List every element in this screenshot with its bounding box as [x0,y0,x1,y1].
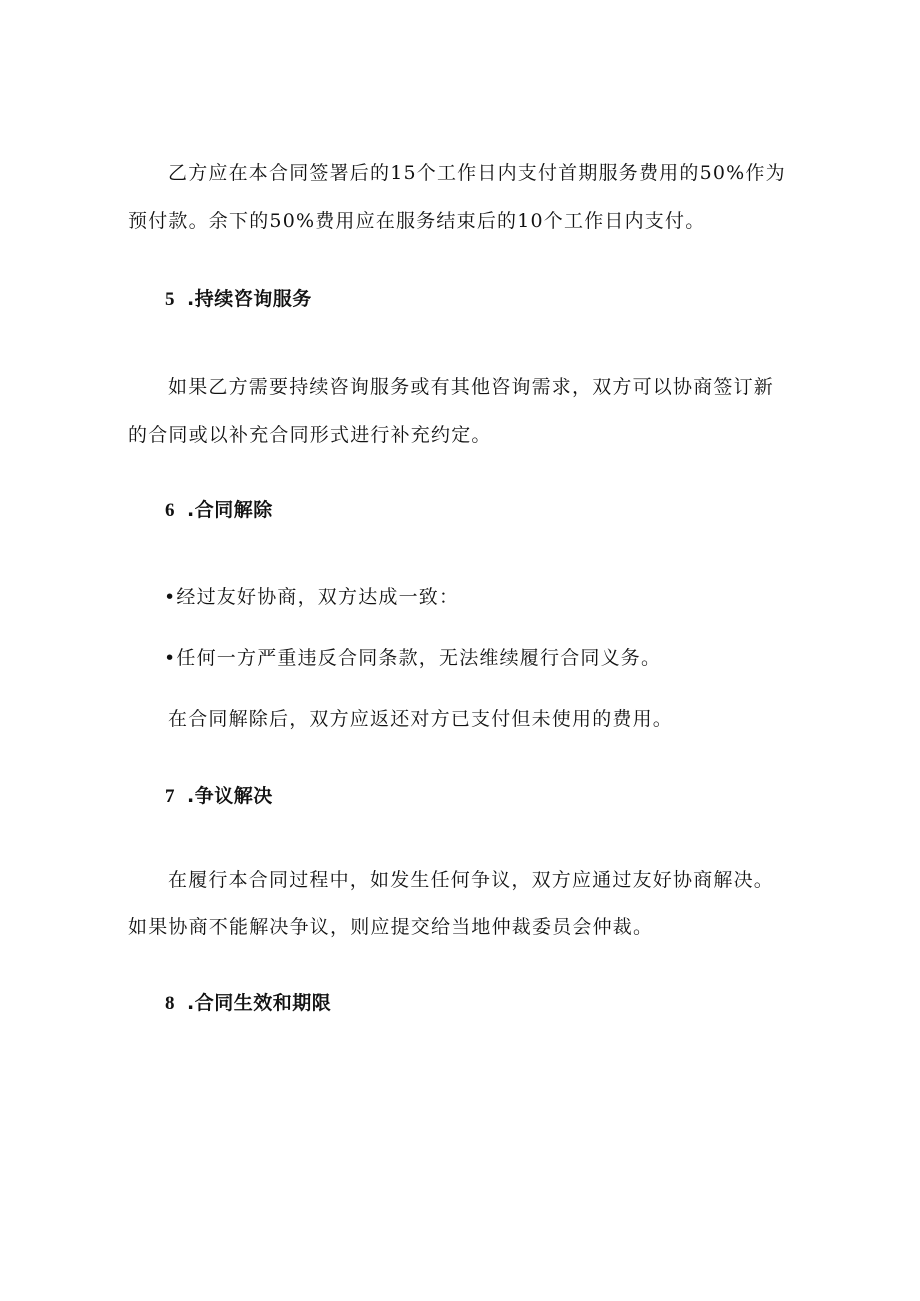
section-title: .持续咨询服务 [187,288,312,310]
consulting-paragraph-line-2: 的合同或以补充合同形式进行补充约定。 [128,424,492,446]
section-heading-5 [165,287,312,312]
termination-paragraph: 在合同解除后，双方应返还对方已支付但未使用的费用。 [168,708,674,730]
section-number: 5 [165,289,175,310]
section-title: .合同生效和期限 [187,992,332,1014]
dispute-paragraph-line-1: 在履行本合同过程中，如发生任何争议，双方应通过友好协商解决。 [168,869,775,891]
section-heading-6 [165,498,273,523]
section-number: 7 [165,786,175,807]
section-title: .争议解决 [187,785,273,807]
section-title: .合同解除 [187,499,273,521]
section-number: 8 [165,993,175,1014]
termination-bullet-1: •经过友好协商，双方达成一致： [164,586,460,608]
consulting-paragraph-line-1: 如果乙方需要持续咨询服务或有其他咨询需求，双方可以协商签订新 [168,376,775,398]
payment-paragraph-line-1: 乙方应在本合同签署后的15个工作日内支付首期服务费用的50%作为 [168,162,786,184]
termination-bullet-2: •任何一方严重违反合同条款，无法维续履行合同义务。 [164,647,662,669]
section-heading-7 [165,784,273,809]
section-number: 6 [165,500,175,521]
dispute-paragraph-line-2: 如果协商不能解决争议，则应提交给当地仲裁委员会仲裁。 [128,916,654,938]
payment-paragraph-line-2: 预付款。余下的50%费用应在服务结束后的10个工作日内支付。 [128,210,706,232]
section-heading-8 [165,991,331,1016]
